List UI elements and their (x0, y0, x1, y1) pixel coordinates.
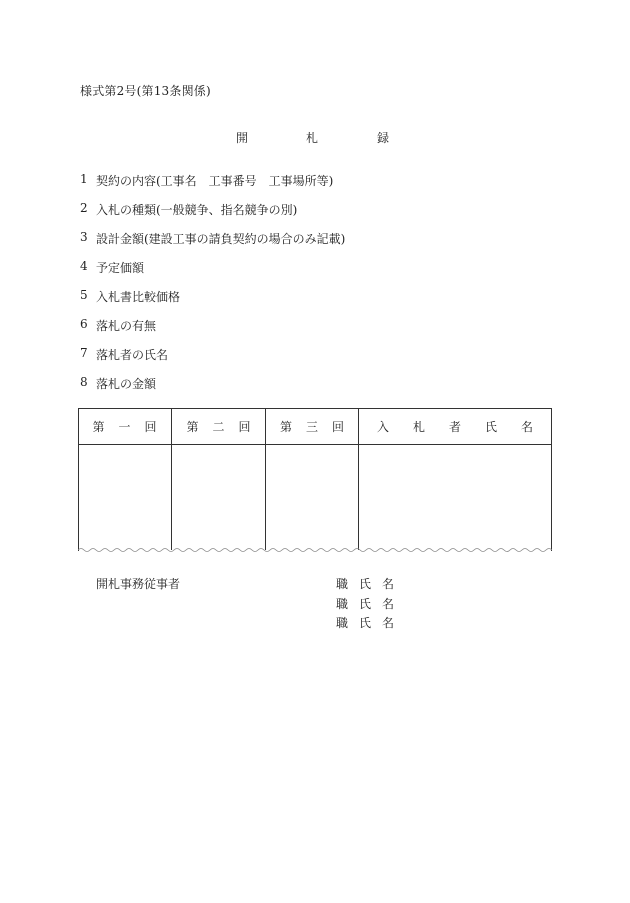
signature-char: 名 (382, 577, 395, 591)
officials-label: 開札事務従事者 (96, 577, 181, 591)
header-char: 回 (332, 419, 345, 434)
signature-line (336, 614, 396, 630)
header-bidder-name (359, 408, 551, 444)
item-text: 設計金額(建設工事の請負契約の場合のみ記載) (96, 232, 346, 246)
header-char: 第 (279, 419, 292, 434)
title-char: 録 (377, 131, 390, 145)
item-text: 入札書比較価格 (96, 290, 181, 304)
item-text: 入札の種類(一般競争、指名競争の別) (96, 203, 298, 217)
header-char: 回 (144, 419, 157, 434)
header-round-2 (172, 408, 265, 444)
list-item (80, 230, 345, 259)
header-char: 回 (238, 419, 251, 434)
header-char: 二 (212, 419, 225, 434)
item-list (80, 172, 345, 404)
item-number: 4 (80, 259, 88, 273)
signature-char: 氏 (359, 616, 372, 630)
header-round-3 (266, 408, 358, 444)
header-char: 三 (305, 419, 318, 434)
item-text: 契約の内容(工事名 工事番号 工事場所等) (96, 174, 334, 188)
item-number: 7 (80, 346, 88, 360)
document-title (0, 129, 630, 145)
list-item (80, 375, 345, 404)
form-number: 様式第2号(第13条関係) (80, 84, 211, 98)
wavy-cut-line (78, 546, 552, 554)
signature-line (336, 575, 396, 591)
header-char: 者 (448, 419, 461, 434)
item-text: 予定価額 (96, 261, 145, 275)
item-number: 2 (80, 201, 88, 215)
list-item (80, 288, 345, 317)
signature-char: 氏 (359, 597, 372, 611)
signature-char: 氏 (359, 577, 372, 591)
title-char: 開 (236, 131, 249, 145)
signature-line (336, 595, 396, 611)
item-number: 5 (80, 288, 88, 302)
item-number: 8 (80, 375, 88, 389)
header-char: 第 (186, 419, 199, 434)
header-char: 札 (412, 419, 425, 434)
signature-char: 職 (336, 577, 349, 591)
item-text: 落札の金額 (96, 377, 157, 391)
signature-char: 職 (336, 616, 349, 630)
header-char: 第 (92, 419, 105, 434)
item-number: 6 (80, 317, 88, 331)
list-item (80, 172, 345, 201)
list-item (80, 317, 345, 346)
table-cell (266, 445, 358, 550)
signature-char: 職 (336, 597, 349, 611)
header-char: 一 (118, 419, 131, 434)
item-text: 落札者の氏名 (96, 348, 169, 362)
list-item (80, 346, 345, 375)
item-number: 1 (80, 172, 88, 186)
list-item (80, 201, 345, 230)
header-char: 氏 (485, 419, 498, 434)
title-char: 札 (306, 131, 319, 145)
bid-table (78, 408, 552, 554)
header-char: 入 (376, 419, 389, 434)
header-char: 名 (521, 419, 534, 434)
item-text: 落札の有無 (96, 319, 157, 333)
table-cell (79, 445, 171, 550)
header-round-1 (78, 408, 171, 444)
signature-char: 名 (382, 616, 395, 630)
list-item (80, 259, 345, 288)
signature-char: 名 (382, 597, 395, 611)
table-cell (359, 445, 551, 550)
item-number: 3 (80, 230, 88, 244)
table-cell (172, 445, 265, 550)
